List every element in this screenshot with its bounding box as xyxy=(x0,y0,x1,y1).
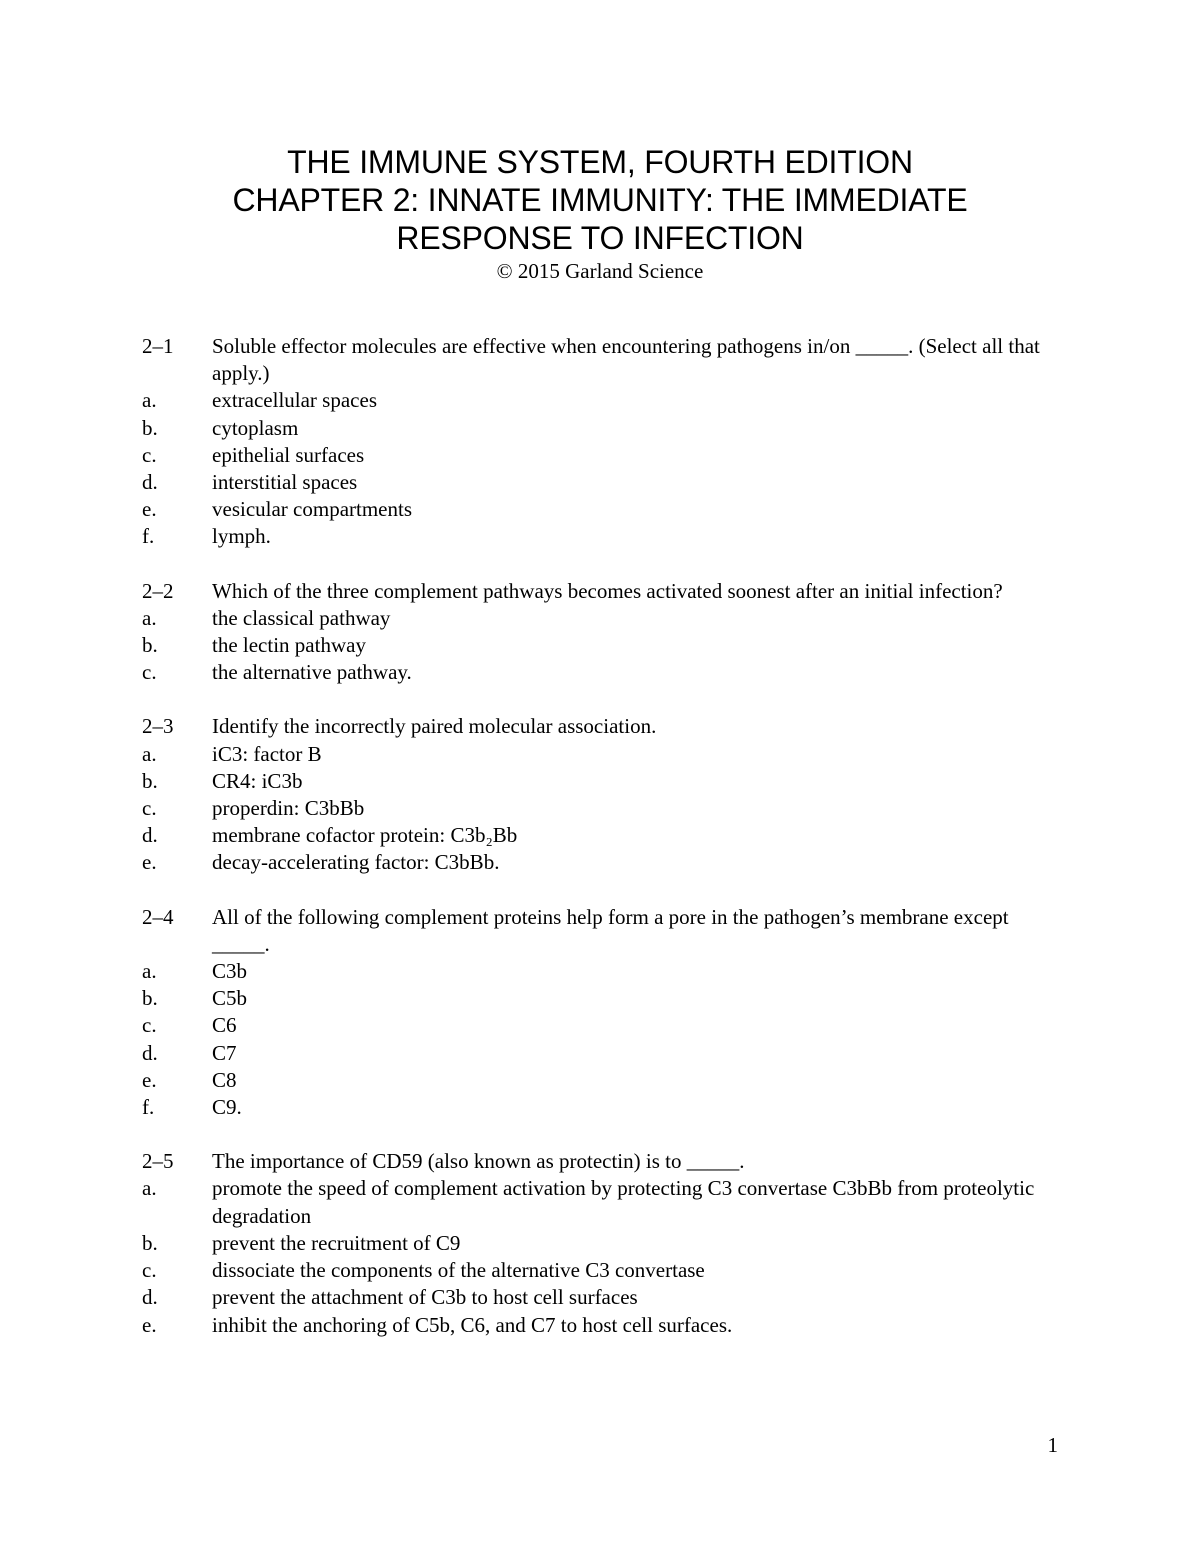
question-text: Soluble effector molecules are effective when encountering pathogens in/on _____. (Select all that apply.) xyxy=(212,334,1040,386)
option-letter: a. xyxy=(142,1176,157,1201)
answer-option xyxy=(142,496,1062,523)
option-text: C9. xyxy=(212,1095,242,1120)
question-number: 2–5 xyxy=(142,1149,174,1174)
answer-option xyxy=(142,1040,1062,1067)
option-text: properdin: C3bBb xyxy=(212,796,365,821)
answer-option xyxy=(142,1284,1062,1311)
question-2-1 xyxy=(142,333,1062,551)
option-text: C5b xyxy=(212,986,248,1011)
answer-option xyxy=(142,632,1062,659)
page-number: 1 xyxy=(1047,1433,1058,1457)
question-stem xyxy=(142,904,1062,958)
option-letter: b. xyxy=(142,415,158,440)
answer-option xyxy=(142,822,1062,849)
option-text: membrane cofactor protein: C3b₂Bb xyxy=(212,823,518,848)
answer-option xyxy=(142,741,1062,768)
option-text: decay-accelerating factor: C3bBb. xyxy=(212,850,500,875)
question-number: 2–3 xyxy=(142,714,174,739)
answer-option xyxy=(142,442,1062,469)
question-number: 2–2 xyxy=(142,578,174,603)
option-text: lymph. xyxy=(212,524,271,549)
option-text: C8 xyxy=(212,1067,237,1092)
answer-option xyxy=(142,415,1062,442)
option-letter: a. xyxy=(142,605,157,630)
book-title: THE IMMUNE SYSTEM, FOURTH EDITION xyxy=(287,144,913,180)
option-text: prevent the attachment of C3b to host cell surfaces xyxy=(212,1285,638,1310)
option-letter: d. xyxy=(142,1040,158,1065)
question-text: Which of the three complement pathways becomes activated soonest after an initial infection? xyxy=(212,578,1003,603)
answer-option xyxy=(142,958,1062,985)
option-text: inhibit the anchoring of C5b, C6, and C7 to host cell surfaces. xyxy=(212,1312,733,1337)
option-text: the lectin pathway xyxy=(212,633,366,658)
option-letter: a. xyxy=(142,959,157,984)
question-2-2 xyxy=(142,578,1062,687)
option-text: vesicular compartments xyxy=(212,497,413,522)
option-text: promote the speed of complement activation by protecting C3 convertase C3bBb from proteolytic degradation xyxy=(212,1176,1035,1228)
option-text: iC3: factor B xyxy=(212,741,322,766)
option-letter: b. xyxy=(142,1230,158,1255)
option-letter: d. xyxy=(142,1285,158,1310)
option-text: cytoplasm xyxy=(212,415,299,440)
question-stem xyxy=(142,713,1062,740)
question-stem xyxy=(142,333,1062,387)
option-text: epithelial surfaces xyxy=(212,442,365,467)
answer-option xyxy=(142,985,1062,1012)
option-letter: b. xyxy=(142,768,158,793)
answer-option xyxy=(142,1230,1062,1257)
option-letter: a. xyxy=(142,388,157,413)
question-number: 2–4 xyxy=(142,904,174,929)
answer-option xyxy=(142,1067,1062,1094)
question-2-3 xyxy=(142,713,1062,876)
option-text: C7 xyxy=(212,1040,237,1065)
option-letter: c. xyxy=(142,660,157,685)
answer-option xyxy=(142,1094,1062,1121)
option-text: interstitial spaces xyxy=(212,470,358,495)
question-text: All of the following complement proteins help form a pore in the pathogen’s membrane except _____. xyxy=(212,904,1009,956)
option-letter: c. xyxy=(142,796,157,821)
document-header xyxy=(0,143,1200,285)
answer-option xyxy=(142,387,1062,414)
option-letter: b. xyxy=(142,986,158,1011)
question-list xyxy=(142,333,1062,1366)
option-letter: d. xyxy=(142,470,158,495)
question-stem xyxy=(142,1148,1062,1175)
option-text: extracellular spaces xyxy=(212,388,377,413)
answer-option xyxy=(142,1175,1062,1229)
option-letter: e. xyxy=(142,1312,157,1337)
option-letter: f. xyxy=(142,1095,155,1120)
option-letter: e. xyxy=(142,497,157,522)
answer-option xyxy=(142,523,1062,550)
answer-option xyxy=(142,605,1062,632)
option-text: the alternative pathway. xyxy=(212,660,412,685)
question-2-5 xyxy=(142,1148,1062,1338)
answer-option xyxy=(142,1257,1062,1284)
option-letter: c. xyxy=(142,1258,157,1283)
chapter-title-line-2: RESPONSE TO INFECTION xyxy=(396,220,804,256)
option-text: prevent the recruitment of C9 xyxy=(212,1230,461,1255)
option-letter: e. xyxy=(142,850,157,875)
question-number: 2–1 xyxy=(142,334,174,358)
option-text: the classical pathway xyxy=(212,605,391,630)
chapter-title-line-1: CHAPTER 2: INNATE IMMUNITY: THE IMMEDIATE xyxy=(232,182,968,218)
option-text: CR4: iC3b xyxy=(212,768,303,793)
question-stem xyxy=(142,578,1062,605)
answer-option xyxy=(142,659,1062,686)
answer-option xyxy=(142,795,1062,822)
option-text: dissociate the components of the alternative C3 convertase xyxy=(212,1258,705,1283)
option-letter: f. xyxy=(142,524,155,549)
option-letter: e. xyxy=(142,1067,157,1092)
question-text: Identify the incorrectly paired molecular association. xyxy=(212,714,657,739)
option-letter: d. xyxy=(142,823,158,848)
option-text: C6 xyxy=(212,1013,237,1038)
answer-option xyxy=(142,768,1062,795)
answer-option xyxy=(142,1012,1062,1039)
option-text: C3b xyxy=(212,959,248,984)
option-letter: c. xyxy=(142,1013,157,1038)
question-2-4 xyxy=(142,904,1062,1122)
answer-option xyxy=(142,849,1062,876)
answer-option xyxy=(142,469,1062,496)
option-letter: c. xyxy=(142,442,157,467)
question-text: The importance of CD59 (also known as protectin) is to _____. xyxy=(212,1149,745,1174)
copyright-notice: © 2015 Garland Science xyxy=(496,259,704,283)
answer-option xyxy=(142,1312,1062,1339)
option-letter: b. xyxy=(142,633,158,658)
option-letter: a. xyxy=(142,741,157,766)
